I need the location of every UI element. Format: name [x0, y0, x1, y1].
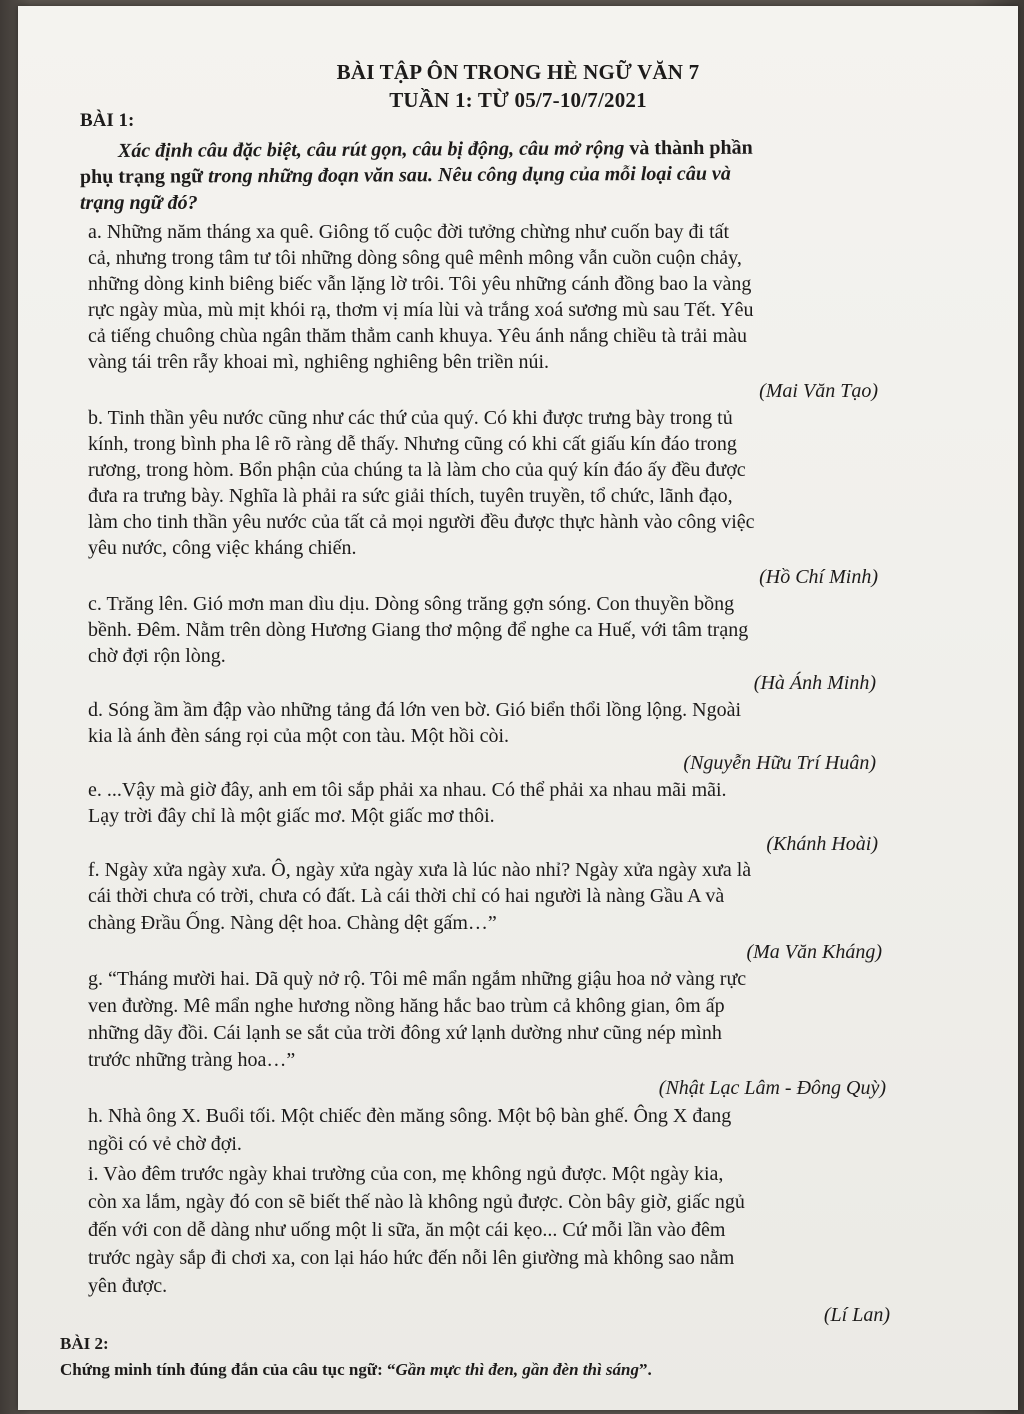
document-subtitle-week: TUẦN 1: TỪ 05/7-10/7/2021	[389, 88, 647, 112]
bai2-proverb: Gần mực thì đen, gần đèn thì sáng	[395, 1360, 639, 1379]
passage-e-line-1: e. ...Vậy mà giờ đây, anh em tôi sắp phải xa nhau. Có thể phải xa nhau mãi mãi.	[88, 779, 727, 801]
passage-h-line-1: h. Nhà ông X. Buổi tối. Một chiếc đèn măng sông. Một bộ bàn ghế. Ông X đang	[88, 1105, 732, 1127]
passage-i-line-5: yên được.	[88, 1275, 168, 1297]
passage-c-line-3: chờ đợi rộn lòng.	[88, 645, 226, 667]
passage-d-line-1: d. Sóng ầm ầm đập vào những tảng đá lớn ven bờ. Gió biển thổi lồng lộng. Ngoài	[88, 699, 742, 721]
passage-a-line-6: vàng tái trên rẫy khoai mì, nghiêng nghiêng bên triền núi.	[88, 351, 549, 373]
passage-i-line-4: trước ngày sắp đi chơi xa, con lại háo hức đến nỗi lên giường mà không sao nằm	[88, 1247, 735, 1269]
bai1-task-line-2	[80, 163, 731, 189]
passage-d-author: (Nguyễn Hữu Trí Huân)	[683, 752, 876, 774]
passage-g-line-2: ven đường. Mê mẩn nghe hương nồng hăng hắc bao trùm cả không gian, ôm ấp	[88, 995, 725, 1017]
passage-a-line-4: rực ngày mùa, mù mịt khói rạ, thơm vị mía lùi và trắng xoá sương mù sau Tết. Yêu	[88, 299, 754, 321]
passage-b-line-1: b. Tinh thần yêu nước cũng như các thứ của quý. Có khi được trưng bày trong tủ	[88, 407, 733, 429]
passage-a-line-1: a. Những năm tháng xa quê. Giông tố cuộc đời tưởng chừng như cuốn bay đi tất	[88, 221, 730, 243]
passage-a-author: (Mai Văn Tạo)	[759, 380, 878, 402]
passage-f-line-3: chàng Đrầu Ống. Nàng dệt hoa. Chàng dệt gấm…”	[88, 912, 497, 934]
bai2-heading: BÀI 2:	[60, 1334, 109, 1353]
bai1-task-line-2-italic: trong những đoạn văn sau. Nêu công dụng của mỗi loại câu và	[203, 162, 731, 188]
passage-b-line-4: đưa ra trưng bày. Nghĩa là phải ra sức giải thích, tuyên truyền, tổ chức, lãnh đạo,	[88, 485, 733, 507]
bai1-task-line-1	[118, 137, 753, 163]
passage-g-line-3: những dãy đồi. Cái lạnh se sắt của trời đông xứ lạnh dường như cũng nép mình	[88, 1022, 722, 1044]
bai2-task	[60, 1360, 652, 1380]
passage-f-line-2: cái thời chưa có trời, chưa có đất. Là cái thời chỉ có hai người là nàng Gầu A và	[88, 885, 725, 907]
passage-d-line-2: kia là ánh đèn sáng rọi của một con tàu. Một hồi còi.	[88, 725, 510, 747]
bai1-task-line-1-italic: Xác định câu đặc biệt, câu rút gọn, câu bị động, câu mở rộng	[117, 137, 625, 162]
passage-e-author: (Khánh Hoài)	[766, 833, 878, 855]
passage-i-line-2: còn xa lắm, ngày đó con sẽ biết thế nào là không ngủ được. Còn bây giờ, giấc ngủ	[88, 1191, 745, 1213]
passage-f-line-1: f. Ngày xửa ngày xưa. Ô, ngày xửa ngày xưa là lúc nào nhỉ? Ngày xửa ngày xưa là	[88, 859, 752, 881]
passage-c-line-2: bềnh. Đêm. Nằm trên dòng Hương Giang thơ mộng để nghe ca Huế, với tâm trạng	[88, 619, 749, 641]
passage-i-line-3: đến với con dễ dàng như uống một li sữa, ăn một cái kẹo... Cứ mỗi lần vào đêm	[88, 1219, 726, 1241]
passage-a-line-3: những dòng kinh biêng biếc vẫn lặng lờ trôi. Tôi yêu những cánh đồng bao la vàng	[88, 273, 752, 295]
bai1-task-line-3-italic: trạng ngữ đó?	[80, 192, 198, 214]
bai2-task-end: ”.	[639, 1360, 652, 1379]
passage-c-line-1: c. Trăng lên. Gió mơn man dìu dịu. Dòng sông trăng gợn sóng. Con thuyền bồng	[88, 593, 735, 615]
bai1-task-line-3	[80, 192, 198, 215]
bai1-heading: BÀI 1:	[80, 110, 135, 131]
bai1-task-line-2-bold: phụ trạng ngữ	[79, 165, 204, 188]
document-title: BÀI TẬP ÔN TRONG HÈ NGỮ VĂN 7	[336, 60, 700, 84]
passage-g-line-1: g. “Tháng mười hai. Dã quỳ nở rộ. Tôi mê mẩn ngắm những giậu hoa nở vàng rực	[88, 968, 747, 990]
passage-c-author: (Hà Ánh Minh)	[753, 672, 876, 694]
passage-g-author: (Nhật Lạc Lâm - Đông Quỳ)	[658, 1077, 886, 1099]
bai1-task-line-1-bold: và thành phần	[624, 136, 753, 160]
passage-e-line-2: Lạy trời đây chỉ là một giấc mơ. Một giấc mơ thôi.	[88, 805, 495, 827]
passage-f-author: (Ma Văn Kháng)	[746, 941, 882, 963]
passage-i-author: (Lí Lan)	[823, 1304, 890, 1326]
passage-i-line-1: i. Vào đêm trước ngày khai trường của con, mẹ không ngủ được. Một ngày kia,	[88, 1163, 724, 1185]
passage-a-line-2: cả, nhưng trong tâm tư tôi những dòng sông quê mênh mông vẫn cuồn cuộn chảy,	[88, 247, 742, 269]
passage-a-line-5: cả tiếng chuông chùa ngân thăm thẳm canh khuya. Yêu ánh nắng chiều tà trải màu	[88, 325, 748, 347]
passage-g-line-4: trước những tràng hoa…”	[88, 1049, 296, 1071]
bai2-task-text: Chứng minh tính đúng đắn của câu tục ngữ: “	[60, 1360, 396, 1379]
worksheet-page	[18, 6, 1018, 1410]
passage-b-line-6: yêu nước, công việc kháng chiến.	[88, 537, 357, 559]
passage-b-author: (Hồ Chí Minh)	[759, 566, 878, 588]
passage-b-line-5: làm cho tinh thần yêu nước của tất cả mọi người đều được thực hành vào công việc	[88, 511, 755, 533]
passage-b-line-2: kính, trong bình pha lê rõ ràng dễ thấy. Nhưng cũng có khi cất giấu kín đáo trong	[88, 433, 737, 455]
passage-h-line-2: ngồi có vẻ chờ đợi.	[88, 1133, 242, 1155]
passage-b-line-3: rương, trong hòm. Bổn phận của chúng ta là làm cho của quý kín đáo ấy đều được	[88, 459, 746, 481]
